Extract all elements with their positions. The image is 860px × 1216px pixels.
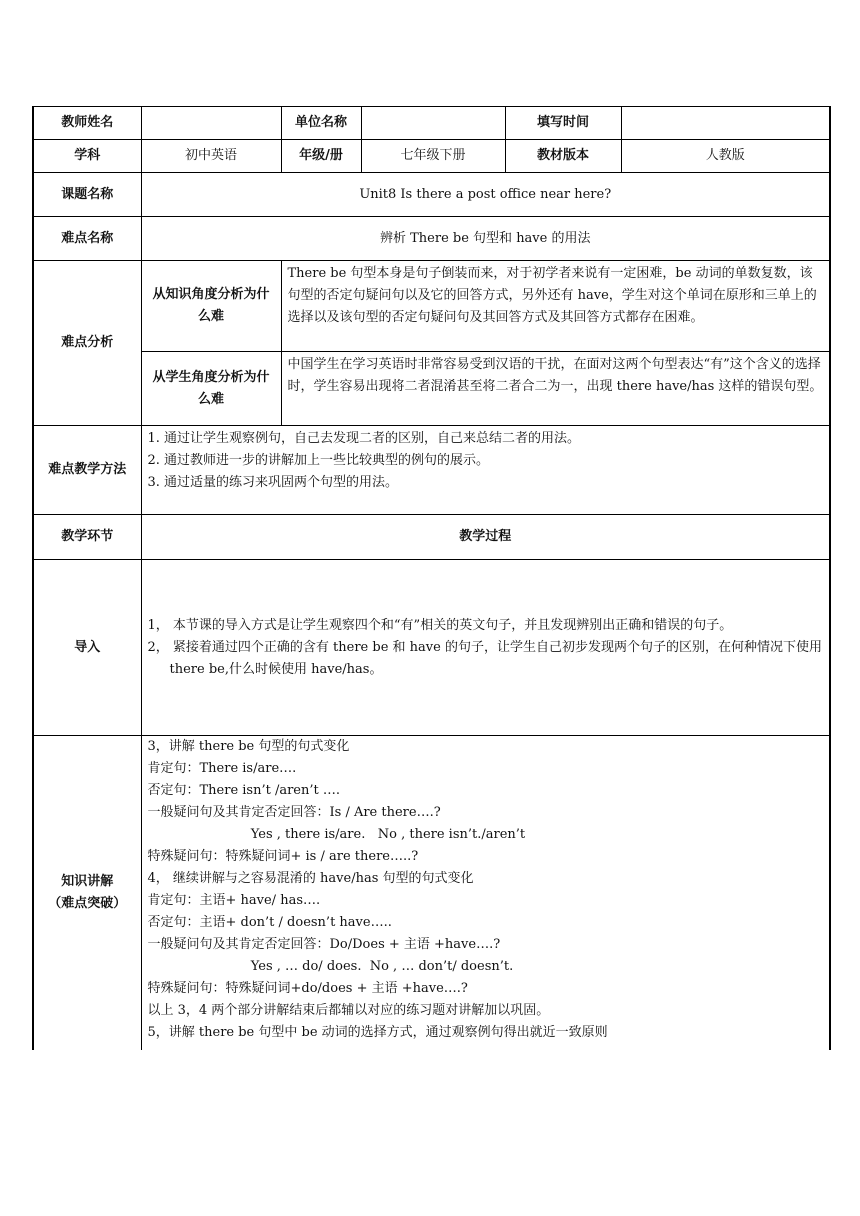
knowledge-label-line2: （难点突破）	[48, 895, 127, 911]
analysis-row-student	[33, 352, 830, 426]
subject-label: 学科	[33, 140, 141, 173]
time-label: 填写时间	[505, 107, 621, 140]
knowledge-line: 一般疑问句及其肯定否定回答：Is / Are there….?	[147, 805, 441, 820]
grade-label: 年级/册	[281, 140, 361, 173]
knowledge-line: 以上 3，4 两个部分讲解结束后都辅以对应的练习题对讲解加以巩固。	[147, 1003, 550, 1018]
time-value	[621, 107, 830, 140]
edition-value: 人教版	[621, 140, 830, 173]
knowledge-label	[33, 736, 141, 1050]
edition-label: 教材版本	[505, 140, 621, 173]
knowledge-line: 3，讲解 there be 句型的句式变化	[147, 739, 350, 754]
intro-item: 2， 紧接着通过四个正确的含有 there be 和 have 的句子，让学生自己初步发现两个句子的区别，在何种情况下使用 there be,什么时候使用 have/has。	[147, 639, 822, 677]
method-item: 3. 通过适量的练习来巩固两个句型的用法。	[147, 475, 399, 490]
intro-list	[141, 560, 830, 736]
knowledge-line: 一般疑问句及其肯定否定回答：Do/Does + 主语 +have….?	[147, 937, 501, 952]
knowledge-angle-label: 从知识角度分析为什么难	[141, 261, 281, 352]
intro-item: 1， 本节课的导入方式是让学生观察四个和“有”相关的英文句子，并且发现辨别出正确和错误的句子。	[147, 617, 733, 633]
knowledge-content	[141, 736, 830, 1050]
knowledge-row	[33, 736, 830, 1050]
unit-label: 单位名称	[281, 107, 361, 140]
intro-label: 导入	[33, 560, 141, 736]
method-item: 2. 通过教师进一步的讲解加上一些比较典型的例句的展示。	[147, 453, 490, 468]
teacher-value	[141, 107, 281, 140]
knowledge-angle-text: There be 句型本身是句子倒装而来，对于初学者来说有一定困难，be 动词的单数复数，该句型的否定句疑问句以及它的回答方式，另外还有 have，学生对这个单词在原形和三单上的选择以及该句型的否定句疑问句及其回答方式及其回答方式都存在困难。	[281, 261, 830, 352]
analysis-row-knowledge	[33, 261, 830, 352]
knowledge-label-line1: 知识讲解	[61, 873, 114, 889]
grade-value: 七年级下册	[361, 140, 505, 173]
student-angle-label: 从学生角度分析为什么难	[141, 352, 281, 426]
header-row	[33, 107, 830, 140]
knowledge-line: 否定句：主语+ don’t / doesn’t have…..	[147, 915, 392, 930]
knowledge-line: 4， 继续讲解与之容易混淆的 have/has 句型的句式变化	[147, 871, 474, 886]
topic-row	[33, 173, 830, 217]
subject-row	[33, 140, 830, 173]
knowledge-line: 5，讲解 there be 句型中 be 动词的选择方式，通过观察例句得出就近一致原则	[147, 1025, 608, 1040]
topic-value: Unit8 Is there a post office near here?	[141, 173, 830, 217]
teacher-label: 教师姓名	[33, 107, 141, 140]
intro-row	[33, 560, 830, 736]
difficulty-row	[33, 217, 830, 261]
process-label: 教学过程	[141, 515, 830, 560]
knowledge-line: 肯定句：主语+ have/ has….	[147, 893, 321, 908]
knowledge-line: 特殊疑问句：特殊疑问词+do/does + 主语 +have….?	[147, 981, 468, 996]
subject-value: 初中英语	[141, 140, 281, 173]
difficulty-value: 辨析 There be 句型和 have 的用法	[141, 217, 830, 261]
methods-row	[33, 426, 830, 515]
difficulty-label: 难点名称	[33, 217, 141, 261]
unit-value	[361, 107, 505, 140]
methods-list	[141, 426, 830, 515]
knowledge-line: 特殊疑问句：特殊疑问词+ is / are there…..?	[147, 849, 419, 864]
topic-label: 课题名称	[33, 173, 141, 217]
analysis-label: 难点分析	[33, 261, 141, 426]
methods-label: 难点教学方法	[33, 426, 141, 515]
lesson-plan-form	[32, 106, 829, 1050]
lesson-plan-table	[32, 106, 831, 1050]
student-angle-text: 中国学生在学习英语时非常容易受到汉语的干扰，在面对这两个句型表达“有”这个含义的选择时，学生容易出现将二者混淆甚至将二者合二为一，出现 there have/has 这样的错误句型。	[281, 352, 830, 426]
knowledge-line: Yes , there is/are. No , there isn’t./aren’t	[147, 827, 526, 842]
knowledge-line: 否定句：There isn’t /aren’t ….	[147, 783, 340, 798]
knowledge-line: Yes , … do/ does. No , … don’t/ doesn’t.	[147, 959, 514, 974]
method-item: 1. 通过让学生观察例句，自己去发现二者的区别，自己来总结二者的用法。	[147, 431, 581, 446]
knowledge-line: 肯定句：There is/are….	[147, 761, 297, 776]
process-header-row	[33, 515, 830, 560]
step-label: 教学环节	[33, 515, 141, 560]
